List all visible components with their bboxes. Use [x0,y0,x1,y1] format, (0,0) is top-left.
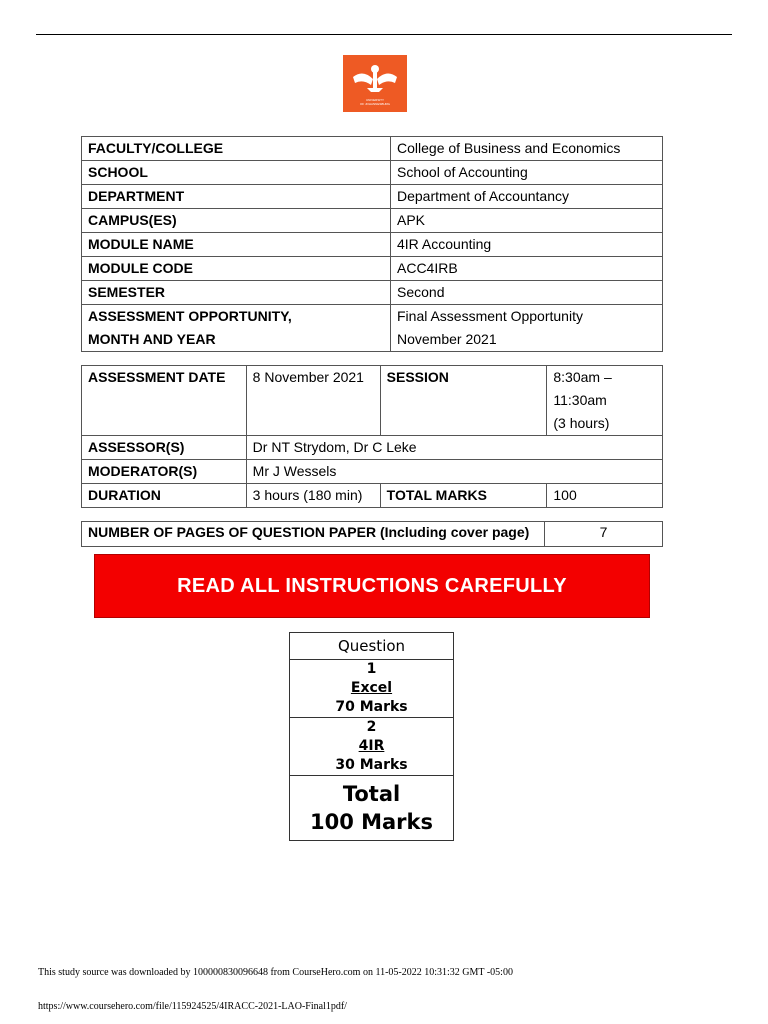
info-row [82,233,663,257]
info-value: ACC4IRB [391,257,663,281]
assessment-date-value: 8 November 2021 [246,366,380,436]
question-2-cell [290,718,454,776]
logo-text: UNIVERSITY OF JOHANNESBURG [359,98,390,106]
assessment-session-table [81,365,663,508]
question-1-cell [290,660,454,718]
question-topic: Excel [350,680,393,696]
assessor-row [82,436,663,460]
info-value: APK [391,209,663,233]
page-count-table [81,521,663,547]
info-label: MONTH AND YEAR [82,328,391,352]
info-row [82,185,663,209]
info-label: ASSESSMENT OPPORTUNITY, [82,305,391,329]
info-value: 4IR Accounting [391,233,663,257]
question-topic: 4IR [358,738,385,754]
session-value: 8:30am – 11:30am (3 hours) [547,366,663,436]
info-value: Department of Accountancy [391,185,663,209]
info-value: College of Business and Economics [391,137,663,161]
assessment-date-row [82,366,663,436]
question-number: 2 [366,719,377,735]
info-row [82,257,663,281]
moderator-row [82,460,663,484]
info-value: Second [391,281,663,305]
university-logo [343,55,407,112]
total-marks-label: TOTAL MARKS [380,484,547,508]
moderator-value: Mr J Wessels [246,460,662,484]
info-row [82,281,663,305]
session-label: SESSION [380,366,547,436]
info-label: SCHOOL [82,161,391,185]
assessment-date-label: ASSESSMENT DATE [82,366,247,436]
info-row [82,161,663,185]
info-label: FACULTY/COLLEGE [82,137,391,161]
total-cell [290,776,454,841]
info-row [82,305,663,329]
page-count-value: 7 [545,522,663,547]
assessor-label: ASSESSOR(S) [82,436,247,460]
download-note: This study source was downloaded by 100000830096648 from CourseHero.com on 11-05-2022 10:31:32 GMT -05:00 [38,967,513,978]
source-url[interactable]: https://www.coursehero.com/file/115924525/4IRACC-2021-LAO-Final1pdf/ [38,1001,347,1012]
question-marks: 70 Marks [335,699,408,715]
info-label: MODULE CODE [82,257,391,281]
info-value: Final Assessment Opportunity [391,305,663,329]
module-info-table [81,136,663,352]
info-row [82,137,663,161]
moderator-label: MODERATOR(S) [82,460,247,484]
top-rule [36,34,732,35]
total-label: Total [342,782,401,806]
info-value: School of Accounting [391,161,663,185]
info-value: November 2021 [391,328,663,352]
instructions-banner: READ ALL INSTRUCTIONS CAREFULLY [94,554,650,618]
info-label: SEMESTER [82,281,391,305]
question-marks: 30 Marks [335,757,408,773]
info-row [82,328,663,352]
info-label: CAMPUS(ES) [82,209,391,233]
question-header: Question [290,633,454,660]
duration-label: DURATION [82,484,247,508]
info-label: MODULE NAME [82,233,391,257]
page-count-label: NUMBER OF PAGES OF QUESTION PAPER (Including cover page) [82,522,545,547]
question-marks-table [289,632,454,841]
question-number: 1 [366,661,377,677]
info-row [82,209,663,233]
duration-row [82,484,663,508]
info-label: DEPARTMENT [82,185,391,209]
total-marks: 100 Marks [309,810,434,834]
assessor-value: Dr NT Strydom, Dr C Leke [246,436,662,460]
duration-value: 3 hours (180 min) [246,484,380,508]
total-marks-value: 100 [547,484,663,508]
